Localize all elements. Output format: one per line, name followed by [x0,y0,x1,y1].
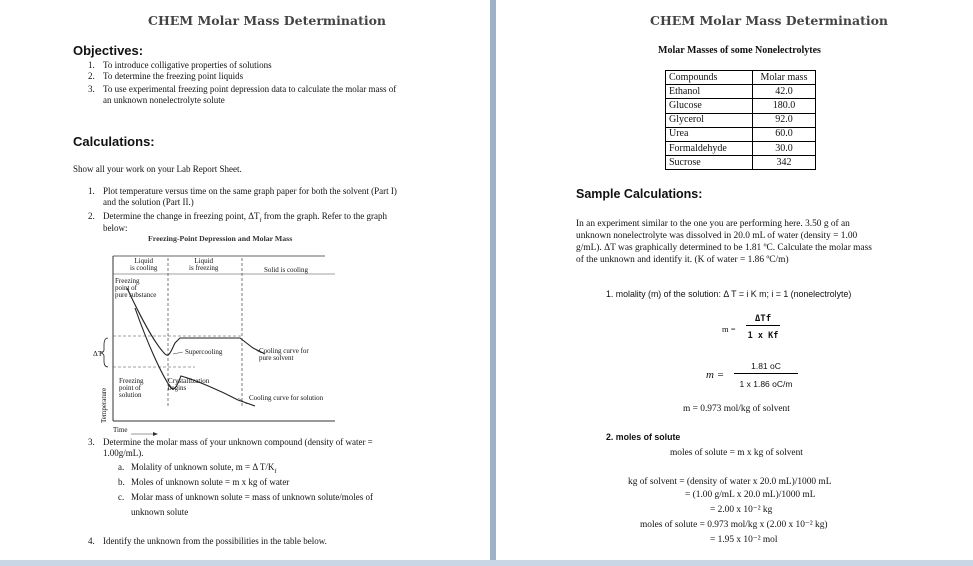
table-cell-molar-mass: 92.0 [753,113,816,127]
molar-mass-table [665,70,816,170]
table-row [666,85,816,99]
problem-line-2: unknown nonelectrolyte was dissolved in 20.0 mL of water (density = 1.00 [576,231,858,241]
moles-heading: 2. moles of solute [606,432,681,442]
y-axis-label: Temperature [100,387,108,423]
table-cell-molar-mass: 342 [753,156,816,170]
show-work-note: Show all your work on your Lab Report Sheet. [73,164,242,174]
table-header-row [666,71,816,85]
kg-line-2: = (1.00 g/mL x 20.0 mL)/1000 mL [685,490,816,500]
calculations-heading: Calculations: [73,134,155,149]
kg-line-4: moles of solute = 0.973 mol/kg x (2.00 x 10⁻² kg) [640,520,828,530]
step-3-line2: 1.00g/mL). [103,448,144,458]
objective-2: To determine the freezing point liquids [103,71,244,81]
step-3b-num: b. [118,477,125,487]
freezing-point-figure [95,246,355,438]
kg-line-3: = 2.00 x 10⁻² kg [710,505,773,515]
label-fp-pure: Freezing point of pure substance [115,277,157,299]
step-3a: Molality of unknown solute, m = Δ $T/K_f$ [131,462,277,475]
table-row [666,127,816,141]
frac1-numerator: ΔTf [746,314,780,326]
problem-line-1: In an experiment similar to the one you are performing here. 3.50 g of an [576,219,850,229]
label-solid-cooling: Solid is cooling [264,266,308,274]
cooling-pure-pointer [245,342,259,352]
step-4-num: 4. [88,536,95,546]
step-3c-num: c. [118,492,125,502]
step-3c-line2: unknown solute [131,507,189,517]
table-row [666,156,816,170]
label-fp-solution: Freezing point of solution [119,377,144,399]
step-2-num: 2. [88,211,95,221]
sample-calculations-heading: Sample Calculations: [576,187,703,201]
step-1-num: 1. [88,186,95,196]
kg-line-1: kg of solvent = (density of water x 20.0 mL)/1000 mL [628,477,832,487]
objective-3-line1: To use experimental freezing point depression data to calculate the molar mass of [103,84,397,94]
table-cell-molar-mass: 180.0 [753,99,816,113]
table-row [666,99,816,113]
table-cell-compound: Glycerol [666,113,753,127]
step-3a-num: a. [118,462,125,472]
x-axis-label: Time [113,426,128,434]
frac1-lhs: m = [722,324,736,334]
frac2-numerator: 1.81 oC [734,361,798,374]
step-2-line2: below: [103,223,128,233]
moles-equation: moles of solute = m x kg of solvent [670,448,803,458]
objective-2-num: 2. [88,71,95,81]
figure-title: Freezing-Point Depression and Molar Mass [148,234,293,243]
right-page [496,0,973,566]
table-cell-compound: Formaldehyde [666,141,753,155]
label-liquid-cooling: Liquid is cooling [130,257,158,272]
objectives-heading: Objectives: [73,43,144,58]
objective-3-num: 3. [88,84,95,94]
label-liquid-freezing: Liquid is freezing [189,257,219,272]
table-cell-molar-mass: 30.0 [753,141,816,155]
label-cooling-solution: Cooling curve for solution [249,394,324,402]
frac1-denominator: 1 x Kf [747,331,779,341]
step-3c-line1: Molar mass of unknown solute = mass of unknown solute/moles of [131,492,374,502]
kg-line-5: = 1.95 x 10⁻² mol [710,535,778,545]
molality-heading: 1. molality (m) of the solution: Δ T = i K m; i = 1 (nonelectrolyte) [606,289,852,299]
step-1-line1: Plot temperature versus time on the same graph paper for both the solvent (Part I) [103,186,397,196]
step-3-line1: Determine the molar mass of your unknown compound (density of water = [103,437,373,447]
label-delta-t: ΔT [93,349,103,358]
frac2-lhs: m = [706,369,725,381]
objective-1-num: 1. [88,60,95,70]
step-1-line2: and the solution (Part II.) [103,197,194,207]
table-cell-compound: Glucose [666,99,753,113]
table-cell-molar-mass: 42.0 [753,85,816,99]
problem-line-3: g/mL). ΔT was graphically determined to be 1.81 ºC. Calculate the molar mass [576,243,872,253]
right-page-header: CHEM Molar Mass Determination [650,13,889,28]
table-row [666,141,816,155]
table-cell-compound: Ethanol [666,85,753,99]
step-3-num: 3. [88,437,95,447]
objective-1: To introduce colligative properties of solutions [103,60,272,70]
table-row [666,113,816,127]
table-header-molar-mass: Molar mass [753,71,816,85]
window-bottom-bar [0,560,973,566]
table-cell-compound: Sucrose [666,156,753,170]
table-title: Molar Masses of some Nonelectrolytes [658,45,821,56]
left-page-header: CHEM Molar Mass Determination [148,13,387,28]
time-arrow-head [153,432,158,436]
frac2-denominator: 1 x 1.86 oC/m [739,379,793,389]
supercooling-pointer [173,352,183,354]
step-4: Identify the unknown from the possibilities in the table below. [103,536,327,546]
label-cooling-pure: Cooling curve for pure solvent [259,347,309,362]
table-header-compounds: Compounds [666,71,753,85]
label-supercooling: Supercooling [185,348,223,356]
objective-3-line2: an unknown nonelectrolyte solute [103,95,225,105]
table-cell-molar-mass: 60.0 [753,127,816,141]
step-3b: Moles of unknown solute = m x kg of water [131,477,290,487]
problem-line-4: of the unknown and identify it. (K of water = 1.86 ºC/m) [576,255,789,265]
label-crystallization: Crystallization begins [168,377,210,392]
step-2-line1: Determine the change in freezing point, $\Delta T_f$ from the graph. Refer to the graph [103,211,387,224]
molality-result: m = 0.973 mol/kg of solvent [683,404,790,414]
table-cell-compound: Urea [666,127,753,141]
